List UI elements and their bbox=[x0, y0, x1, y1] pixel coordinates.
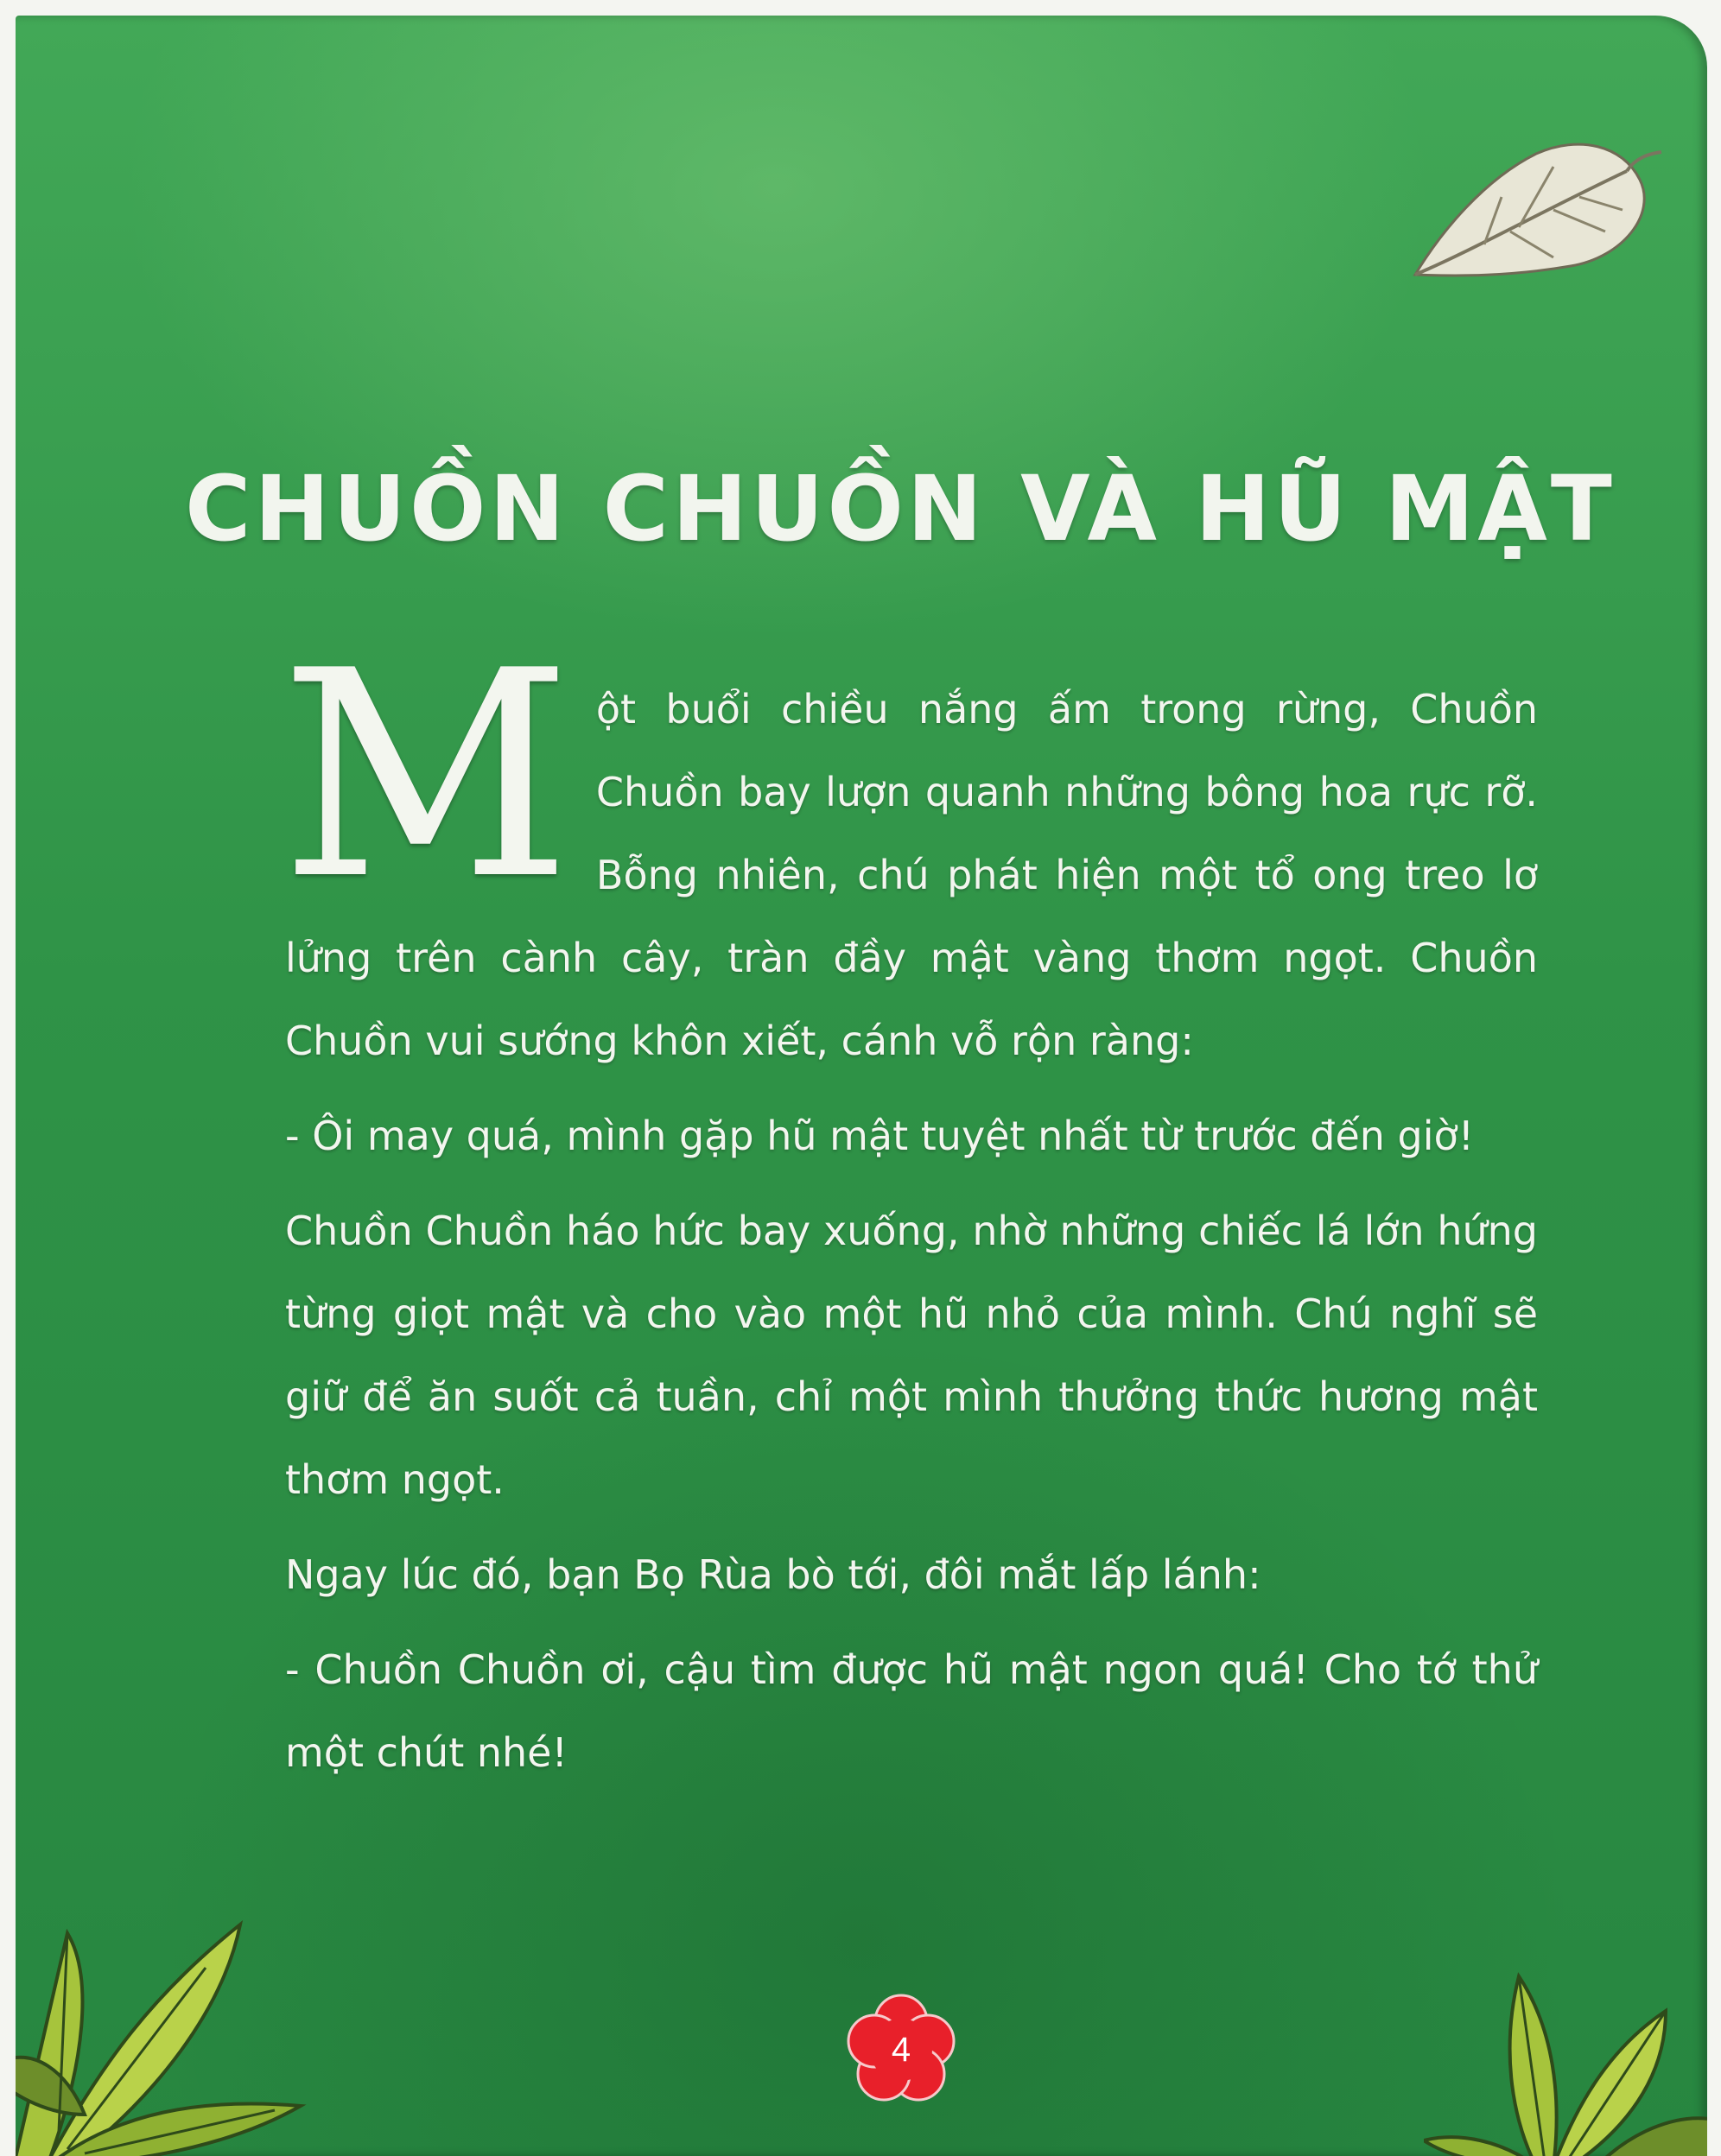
paragraph-1-text: ột buổi chiều nắng ấm trong rừng, Chuồn Chuồn bay lượn quanh những bông hoa rực rỡ. Bỗng nhiên, chú phát hiện một tổ ong treo lơ lửng trên cành cây, tràn đầy mật vàng thơm ngọt. Chuồn Chuồn vui sướng khôn xiết, cánh vỗ rộn ràng: bbox=[285, 686, 1538, 1064]
page-number: 4 bbox=[891, 2031, 911, 2069]
drop-cap: M bbox=[280, 610, 572, 942]
paragraph-1 bbox=[280, 610, 1538, 1082]
paragraph-3: Chuồn Chuồn háo hức bay xuống, nhờ những chiếc lá lớn hứng từng giọt mật và cho vào một hũ nhỏ của mình. Chú nghĩ sẽ giữ để ăn suốt cả tuần, chỉ một mình thưởng thức hương mật thơm ngọt. bbox=[285, 1208, 1538, 1503]
plant-leaves-icon bbox=[1424, 1942, 1707, 2156]
paragraph-2: - Ôi may quá, mình gặp hũ mật tuyệt nhất từ trước đến giờ! bbox=[285, 1113, 1475, 1159]
plant-leaves-icon bbox=[16, 1821, 327, 2156]
paragraph-5: - Chuồn Chuồn ơi, cậu tìm được hũ mật ngon quá! Cho tớ thử một chút nhé! bbox=[285, 1646, 1538, 1776]
story-title: CHUỒN CHUỒN VÀ HŨ MẬT bbox=[185, 456, 1616, 561]
page-number-badge bbox=[845, 1994, 957, 2106]
paragraph-4: Ngay lúc đó, bạn Bọ Rùa bò tới, đôi mắt lấp lánh: bbox=[285, 1551, 1261, 1598]
book-page bbox=[16, 16, 1707, 2156]
story-body bbox=[280, 610, 1538, 1794]
leaf-icon bbox=[1407, 128, 1666, 283]
